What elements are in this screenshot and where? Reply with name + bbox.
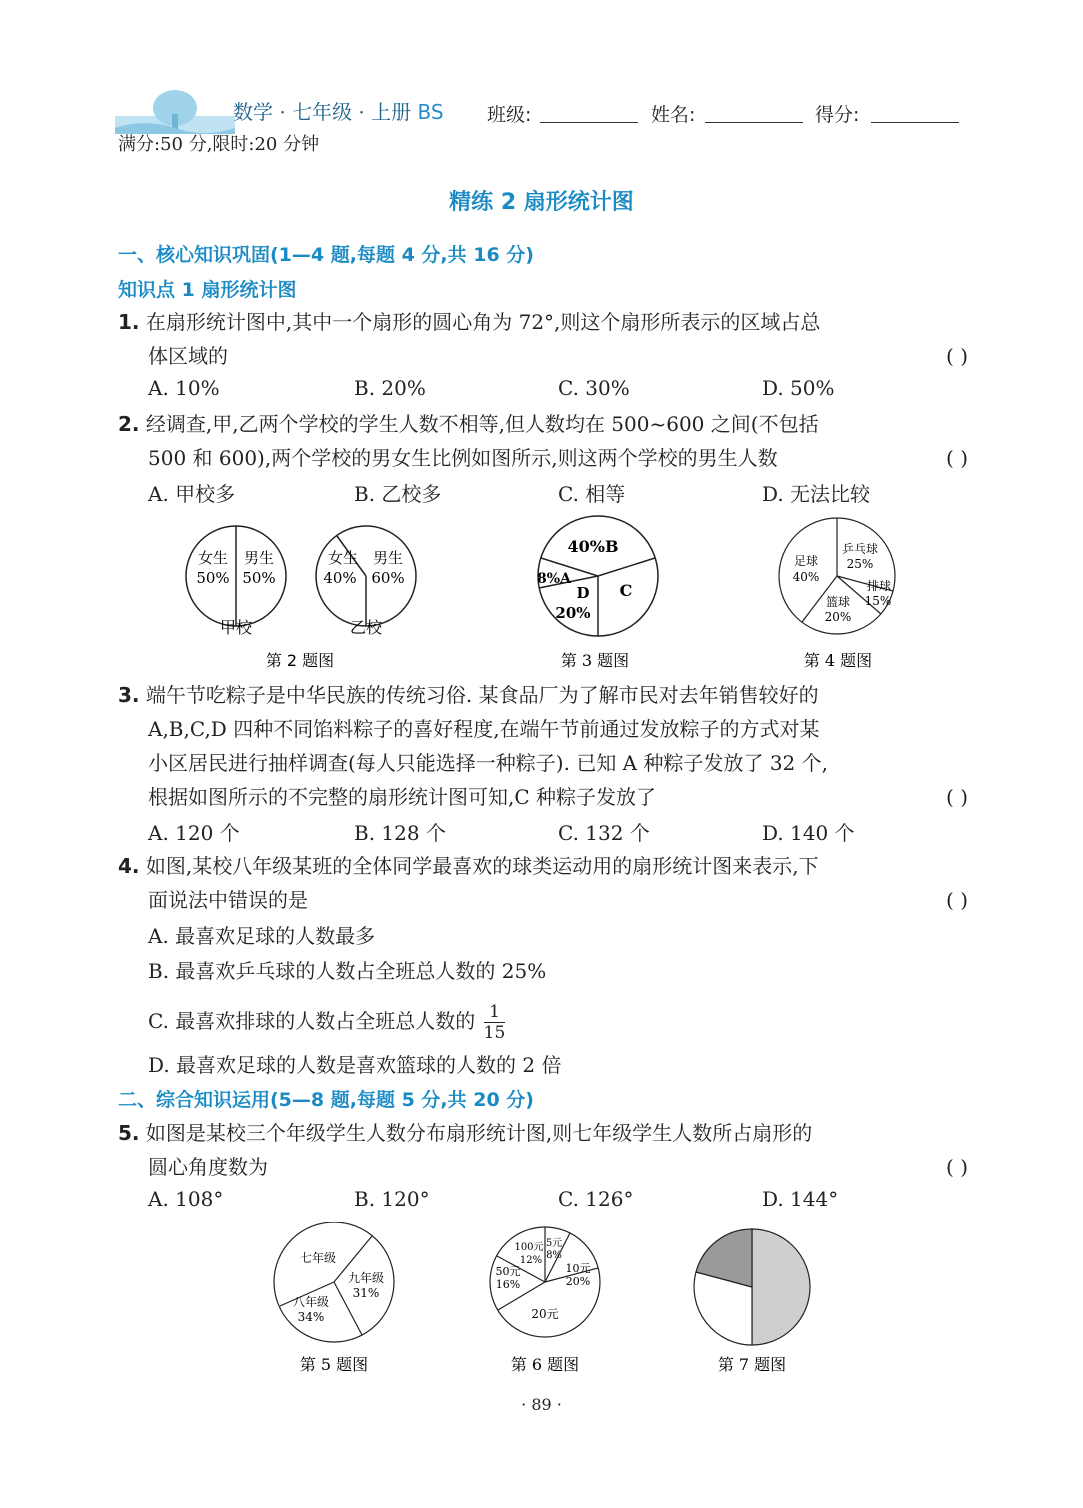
svg-text:乙校: 乙校 xyxy=(349,618,383,637)
q4-option-d[interactable]: D. 最喜欢足球的人数是喜欢篮球的人数的 2 倍 xyxy=(148,1053,562,1077)
q1-option-a[interactable]: A. 10% xyxy=(148,376,220,400)
svg-text:乒乓球: 乒乓球 xyxy=(841,542,879,556)
q5-option-d[interactable]: D. 144° xyxy=(762,1187,839,1211)
tree-logo-icon xyxy=(115,88,235,134)
svg-text:16%: 16% xyxy=(495,1278,521,1291)
svg-text:篮球: 篮球 xyxy=(825,595,851,609)
page-number: · 89 · xyxy=(521,1395,562,1414)
svg-text:20元: 20元 xyxy=(531,1307,559,1321)
figures-row-1 xyxy=(170,508,950,676)
svg-text:40%: 40% xyxy=(323,569,357,587)
q5-option-b[interactable]: B. 120° xyxy=(354,1187,430,1211)
name-field[interactable] xyxy=(705,122,803,123)
q2-option-d[interactable]: D. 无法比较 xyxy=(762,482,871,506)
svg-text:15%: 15% xyxy=(864,594,892,608)
svg-text:100元: 100元 xyxy=(514,1242,544,1253)
q1-option-b[interactable]: B. 20% xyxy=(354,376,426,400)
svg-text:女生: 女生 xyxy=(327,549,359,567)
svg-text:D: D xyxy=(576,584,590,602)
figures-row-2 xyxy=(260,1222,830,1382)
svg-text:男生: 男生 xyxy=(372,549,404,567)
svg-text:八年级: 八年级 xyxy=(292,1295,330,1309)
svg-text:男生: 男生 xyxy=(243,549,275,567)
q3-option-d[interactable]: D. 140 个 xyxy=(762,821,855,845)
knowledge-point-heading: 知识点 1 扇形统计图 xyxy=(118,279,297,301)
svg-text:40%: 40% xyxy=(792,570,820,584)
svg-text:20%: 20% xyxy=(565,1275,591,1288)
svg-text:10元: 10元 xyxy=(565,1262,591,1275)
fig2-school-b-pie xyxy=(316,526,416,637)
svg-text:40%B: 40%B xyxy=(567,537,619,556)
fig7-pie xyxy=(694,1229,810,1345)
section-1-heading: 一、核心知识巩固(1—4 题,每题 4 分,共 16 分) xyxy=(118,244,534,266)
svg-text:25%: 25% xyxy=(846,557,874,571)
score-label: 得分: xyxy=(815,104,860,126)
q5-option-c[interactable]: C. 126° xyxy=(558,1187,634,1211)
q1-option-c[interactable]: C. 30% xyxy=(558,376,630,400)
svg-text:20%: 20% xyxy=(824,610,852,624)
svg-text:12%: 12% xyxy=(519,1255,543,1266)
svg-text:34%: 34% xyxy=(297,1310,325,1324)
page-title: 精练 2 扇形统计图 xyxy=(449,190,634,215)
svg-text:60%: 60% xyxy=(371,569,405,587)
fig3-pie xyxy=(537,516,658,636)
fig7-caption: 第 7 题图 xyxy=(717,1355,787,1374)
q3-option-c[interactable]: C. 132 个 xyxy=(558,821,650,845)
fig5-pie xyxy=(274,1222,394,1342)
fig6-pie xyxy=(490,1227,600,1337)
fig4-caption: 第 4 题图 xyxy=(803,651,873,670)
q2-option-b[interactable]: B. 乙校多 xyxy=(354,482,442,506)
score-field[interactable] xyxy=(871,122,959,123)
question-1: 1. 在扇形统计图中,其中一个扇形的圆心角为 72°,则这个扇形所表示的区域占总 体区域的 ( ) xyxy=(118,310,968,368)
q3-option-b[interactable]: B. 128 个 xyxy=(354,821,446,845)
svg-text:50%: 50% xyxy=(242,569,276,587)
svg-text:20%: 20% xyxy=(555,604,591,622)
fig6-caption: 第 6 题图 xyxy=(510,1355,580,1374)
q4-option-b[interactable]: B. 最喜欢乒乓球的人数占全班总人数的 25% xyxy=(148,959,547,983)
fraction: $\frac{1}{15}$ xyxy=(483,1002,506,1043)
section-2-heading: 二、综合知识运用(5—8 题,每题 5 分,共 20 分) xyxy=(118,1089,534,1111)
svg-text:8%A: 8%A xyxy=(537,571,571,587)
fig2-caption: 第 2 题图 xyxy=(265,651,335,670)
fig3-caption: 第 3 题图 xyxy=(560,651,630,670)
fig2-school-a-pie xyxy=(186,526,286,637)
svg-text:足球: 足球 xyxy=(793,554,819,568)
svg-text:50元: 50元 xyxy=(495,1265,521,1278)
name-label: 姓名: xyxy=(651,104,696,126)
question-2: 2. 经调查,甲,乙两个学校的学生人数不相等,但人数均在 500~600 之间(不包括 500 和 600),两个学校的男女生比例如图所示,则这两个学校的男生人数 ( ) xyxy=(118,412,968,470)
q3-option-a[interactable]: A. 120 个 xyxy=(148,821,240,845)
q4-option-c[interactable]: C. 最喜欢排球的人数占全班总人数的 $\frac{1}{15}$ xyxy=(148,1002,506,1043)
q2-option-c[interactable]: C. 相等 xyxy=(558,482,626,506)
svg-text:七年级: 七年级 xyxy=(299,1251,337,1265)
svg-text:甲校: 甲校 xyxy=(219,618,253,637)
exam-meta: 满分:50 分,限时:20 分钟 xyxy=(118,134,320,155)
q2-option-a[interactable]: A. 甲校多 xyxy=(148,482,236,506)
fig4-pie xyxy=(779,518,895,634)
class-label: 班级: xyxy=(487,104,532,126)
q1-option-d[interactable]: D. 50% xyxy=(762,376,835,400)
question-3: 3. 端午节吃粽子是中华民族的传统习俗. 某食品厂为了解市民对去年销售较好的 A,B,C,D 四种不同馅料粽子的喜好程度,在端午节前通过发放粽子的方式对某 小区居民进行抽样调查(每人只能选择一种粽子). 已知 A 种粽子发放了 32 个, 根据如图所示的不完整的扇形统计图可知,C 种粽子发放了 ( ) xyxy=(118,683,968,809)
svg-text:8%: 8% xyxy=(546,1250,562,1261)
question-5: 5. 如图是某校三个年级学生人数分布扇形统计图,则七年级学生人数所占扇形的 圆心角度数为 ( ) xyxy=(118,1121,968,1179)
svg-text:31%: 31% xyxy=(352,1286,380,1300)
svg-text:九年级: 九年级 xyxy=(347,1271,385,1285)
svg-text:女生: 女生 xyxy=(197,549,229,567)
svg-text:C: C xyxy=(619,581,633,600)
question-4: 4. 如图,某校八年级某班的全体同学最喜欢的球类运动用的扇形统计图来表示,下 面说法中错误的是 ( ) xyxy=(118,854,968,912)
book-title: 数学 · 七年级 · 上册 BS xyxy=(233,100,444,124)
svg-text:50%: 50% xyxy=(196,569,230,587)
fig5-caption: 第 5 题图 xyxy=(299,1355,369,1374)
class-field[interactable] xyxy=(540,122,638,123)
q5-option-a[interactable]: A. 108° xyxy=(148,1187,224,1211)
svg-text:5元: 5元 xyxy=(545,1238,563,1249)
svg-text:排球: 排球 xyxy=(866,579,892,593)
q4-option-a[interactable]: A. 最喜欢足球的人数最多 xyxy=(148,924,376,948)
